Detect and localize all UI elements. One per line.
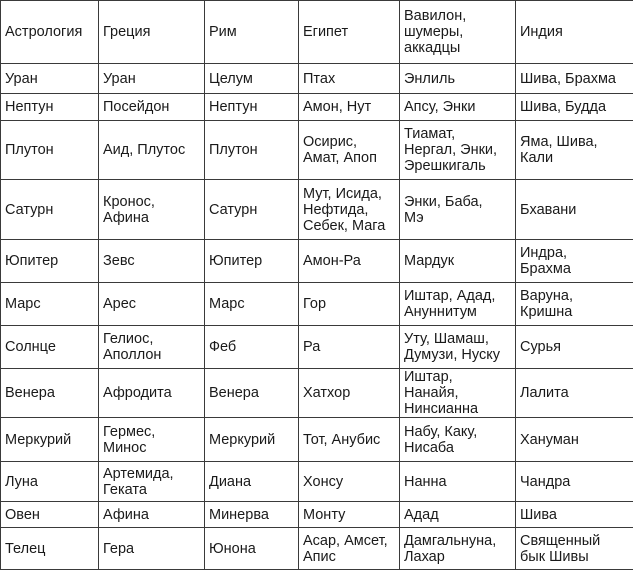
table-cell: Энлиль [400, 64, 516, 94]
table-cell: Хануман [516, 418, 633, 462]
header-rome: Рим [205, 1, 299, 64]
table-cell: Варуна, Кришна [516, 283, 633, 326]
table-cell: Венера [205, 369, 299, 418]
table-cell: Тиамат, Нергал, Энки, Эрешкигаль [400, 121, 516, 180]
table-cell: Арес [99, 283, 205, 326]
table-cell: Хонсу [299, 462, 400, 502]
header-egypt: Египет [299, 1, 400, 64]
table-cell: Асар, Амсет, Апис [299, 528, 400, 570]
table-cell: Сатурн [205, 180, 299, 240]
table-row [1, 528, 633, 570]
table-cell: Уту, Шамаш, Думузи, Нуску [400, 326, 516, 369]
table-cell: Луна [1, 462, 99, 502]
table-cell: Индра, Брахма [516, 240, 633, 283]
table-cell: Диана [205, 462, 299, 502]
table-cell: Венера [1, 369, 99, 418]
table-cell: Бхавани [516, 180, 633, 240]
table-cell: Сатурн [1, 180, 99, 240]
table-row [1, 240, 633, 283]
table-row [1, 369, 633, 418]
table-cell: Юпитер [205, 240, 299, 283]
table-row [1, 418, 633, 462]
table-cell: Зевс [99, 240, 205, 283]
header-astrology: Астрология [1, 1, 99, 64]
table-cell: Кронос, Афина [99, 180, 205, 240]
table-cell: Солнце [1, 326, 99, 369]
table-cell: Нанна [400, 462, 516, 502]
header-babylon: Вавилон, шумеры, аккадцы [400, 1, 516, 64]
table-cell: Шива, Будда [516, 94, 633, 121]
table-cell: Иштар, Адад, Ануннитум [400, 283, 516, 326]
table-cell: Артемида, Геката [99, 462, 205, 502]
table-row [1, 121, 633, 180]
table-cell: Уран [99, 64, 205, 94]
table-cell: Целум [205, 64, 299, 94]
table-cell: Ра [299, 326, 400, 369]
table-cell: Дамгальнуна, Лахар [400, 528, 516, 570]
table-row [1, 64, 633, 94]
table-cell: Тот, Анубис [299, 418, 400, 462]
table-cell: Амон-Ра [299, 240, 400, 283]
table-cell: Посейдон [99, 94, 205, 121]
table-header-row [1, 1, 633, 64]
table-cell: Монту [299, 502, 400, 528]
table-cell: Нептун [205, 94, 299, 121]
table-row [1, 462, 633, 502]
table-cell: Мардук [400, 240, 516, 283]
table-cell: Меркурий [1, 418, 99, 462]
table-cell: Плутон [205, 121, 299, 180]
table-row [1, 283, 633, 326]
table-cell: Энки, Баба, Мэ [400, 180, 516, 240]
header-greece: Греция [99, 1, 205, 64]
table-row [1, 502, 633, 528]
table-cell: Меркурий [205, 418, 299, 462]
table-cell: Феб [205, 326, 299, 369]
table-cell: Юнона [205, 528, 299, 570]
table-cell: Гера [99, 528, 205, 570]
table-cell: Афродита [99, 369, 205, 418]
table-cell: Апсу, Энки [400, 94, 516, 121]
table-cell: Амон, Нут [299, 94, 400, 121]
header-india: Индия [516, 1, 633, 64]
table-cell: Сурья [516, 326, 633, 369]
table-cell: Священный бык Шивы [516, 528, 633, 570]
table-row [1, 180, 633, 240]
table-cell: Овен [1, 502, 99, 528]
table-cell: Яма, Шива, Кали [516, 121, 633, 180]
table-cell: Мут, Исида, Нефтида, Себек, Мага [299, 180, 400, 240]
table-row [1, 326, 633, 369]
table-cell: Телец [1, 528, 99, 570]
table-cell: Осирис, Амат, Апоп [299, 121, 400, 180]
table-cell: Шива [516, 502, 633, 528]
table-cell: Аид, Плутос [99, 121, 205, 180]
table-cell: Уран [1, 64, 99, 94]
table-cell: Минерва [205, 502, 299, 528]
table-row [1, 94, 633, 121]
table-cell: Набу, Каку, Нисаба [400, 418, 516, 462]
table-cell: Гермес, Минос [99, 418, 205, 462]
table-cell: Афина [99, 502, 205, 528]
table-cell: Гелиос, Аполлон [99, 326, 205, 369]
table-cell: Чандра [516, 462, 633, 502]
table-cell: Марс [1, 283, 99, 326]
table-cell: Адад [400, 502, 516, 528]
table-cell: Плутон [1, 121, 99, 180]
table-cell: Гор [299, 283, 400, 326]
table-cell: Хатхор [299, 369, 400, 418]
table-cell: Нептун [1, 94, 99, 121]
table-cell: Птах [299, 64, 400, 94]
table-cell: Шива, Брахма [516, 64, 633, 94]
table-cell: Иштар, Нанайя, Нинсианна [400, 369, 516, 418]
table-cell: Лалита [516, 369, 633, 418]
table-cell: Юпитер [1, 240, 99, 283]
table-cell: Марс [205, 283, 299, 326]
